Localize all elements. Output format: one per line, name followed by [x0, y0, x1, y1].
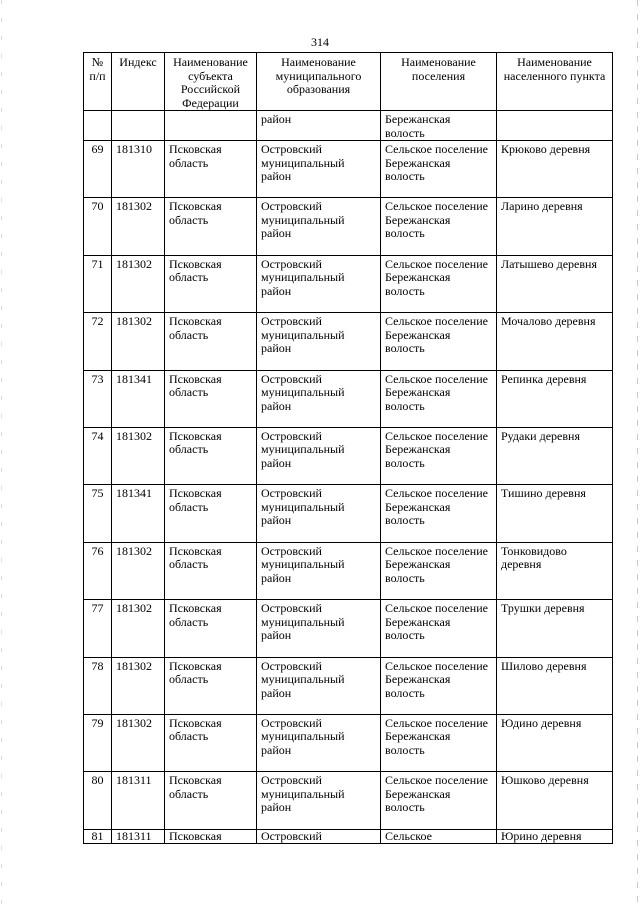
cell-subject: Псковская область — [165, 772, 257, 829]
cell-settlement: Сельское — [381, 829, 497, 844]
cell-index: 181311 — [112, 829, 165, 844]
table-row — [84, 313, 613, 370]
cell-locality: Юрино деревня — [497, 829, 613, 844]
cell-locality: Тонковидово деревня — [497, 542, 613, 599]
table-row — [84, 657, 613, 714]
cell-municipality: Островский муниципальный район — [257, 141, 381, 198]
cell-index: 181302 — [112, 542, 165, 599]
cell-municipality: Островский муниципальный район — [257, 542, 381, 599]
table-row — [84, 198, 613, 255]
cell-locality: Крюково деревня — [497, 141, 613, 198]
cell-number: 73 — [84, 370, 112, 427]
scan-edge-right — [637, 0, 638, 905]
cell-settlement: Сельское поселение Бережанская волость — [381, 198, 497, 255]
table-row — [84, 829, 613, 844]
table-row — [84, 141, 613, 198]
header-municipality: Наименование муниципального образования — [257, 53, 381, 111]
cell-settlement: Сельское поселение Бережанская волость — [381, 313, 497, 370]
table-header-row — [84, 53, 613, 111]
cell-subject: Псковская область — [165, 370, 257, 427]
cell-index — [112, 111, 165, 141]
cell-locality: Мочалово деревня — [497, 313, 613, 370]
cell-settlement: Сельское поселение Бережанская волость — [381, 141, 497, 198]
cell-settlement: Сельское поселение Бережанская волость — [381, 427, 497, 484]
cell-subject: Псковская область — [165, 427, 257, 484]
cell-subject — [165, 111, 257, 141]
cell-index: 181302 — [112, 198, 165, 255]
cell-settlement: Сельское поселение Бережанская волость — [381, 485, 497, 542]
cell-number: 70 — [84, 198, 112, 255]
cell-municipality: район — [257, 111, 381, 141]
cell-index: 181302 — [112, 657, 165, 714]
cell-subject: Псковская область — [165, 600, 257, 657]
table-row — [84, 714, 613, 771]
cell-index: 181310 — [112, 141, 165, 198]
cell-number: 71 — [84, 255, 112, 312]
cell-municipality: Островский муниципальный район — [257, 313, 381, 370]
cell-number: 78 — [84, 657, 112, 714]
cell-settlement: Сельское поселение Бережанская волость — [381, 255, 497, 312]
cell-index: 181302 — [112, 714, 165, 771]
cell-municipality: Островский муниципальный район — [257, 714, 381, 771]
table-row — [84, 485, 613, 542]
cell-subject: Псковская область — [165, 542, 257, 599]
cell-settlement: Сельское поселение Бережанская волость — [381, 657, 497, 714]
scan-edge-left — [1, 0, 2, 905]
cell-locality: Рудаки деревня — [497, 427, 613, 484]
cell-number: 74 — [84, 427, 112, 484]
cell-locality: Ларино деревня — [497, 198, 613, 255]
header-locality: Наименование населенного пункта — [497, 53, 613, 111]
cell-index: 181341 — [112, 485, 165, 542]
cell-locality: Юдино деревня — [497, 714, 613, 771]
table-row — [84, 427, 613, 484]
header-index: Индекс — [112, 53, 165, 111]
cell-index: 181341 — [112, 370, 165, 427]
cell-number: 79 — [84, 714, 112, 771]
header-subject: Наименование субъекта Российской Федерации — [165, 53, 257, 111]
cell-number: 75 — [84, 485, 112, 542]
cell-number: 81 — [84, 829, 112, 844]
cell-locality: Репинка деревня — [497, 370, 613, 427]
cell-number: 72 — [84, 313, 112, 370]
cell-index: 181302 — [112, 600, 165, 657]
cell-settlement: Сельское поселение Бережанская волость — [381, 600, 497, 657]
table-row-continuation — [84, 111, 613, 141]
cell-municipality: Островский муниципальный район — [257, 657, 381, 714]
table-row — [84, 772, 613, 829]
cell-subject: Псковская область — [165, 714, 257, 771]
cell-subject: Псковская область — [165, 485, 257, 542]
table-row — [84, 255, 613, 312]
cell-settlement: Сельское поселение Бережанская волость — [381, 772, 497, 829]
cell-index: 181302 — [112, 313, 165, 370]
cell-locality — [497, 111, 613, 141]
cell-municipality: Островский муниципальный район — [257, 600, 381, 657]
cell-municipality: Островский муниципальный район — [257, 255, 381, 312]
settlements-table — [83, 52, 613, 844]
cell-number: 80 — [84, 772, 112, 829]
table-row — [84, 542, 613, 599]
cell-locality: Юшково деревня — [497, 772, 613, 829]
cell-municipality: Островский муниципальный район — [257, 772, 381, 829]
cell-index: 181311 — [112, 772, 165, 829]
cell-locality: Шилово деревня — [497, 657, 613, 714]
cell-municipality: Островский муниципальный район — [257, 198, 381, 255]
cell-subject: Псковская область — [165, 198, 257, 255]
cell-subject: Псковская область — [165, 141, 257, 198]
cell-subject: Псковская область — [165, 657, 257, 714]
header-number: № п/п — [84, 53, 112, 111]
cell-locality: Тишино деревня — [497, 485, 613, 542]
cell-subject: Псковская — [165, 829, 257, 844]
cell-municipality: Островский муниципальный район — [257, 485, 381, 542]
cell-subject: Псковская область — [165, 313, 257, 370]
cell-locality: Трушки деревня — [497, 600, 613, 657]
cell-municipality: Островский муниципальный район — [257, 370, 381, 427]
cell-number: 76 — [84, 542, 112, 599]
cell-settlement: Бережанская волость — [381, 111, 497, 141]
cell-settlement: Сельское поселение Бережанская волость — [381, 370, 497, 427]
cell-settlement: Сельское поселение Бережанская волость — [381, 542, 497, 599]
cell-index: 181302 — [112, 427, 165, 484]
table-row — [84, 600, 613, 657]
cell-locality: Латышево деревня — [497, 255, 613, 312]
cell-number: 69 — [84, 141, 112, 198]
cell-municipality: Островский муниципальный район — [257, 427, 381, 484]
page-number: 314 — [311, 35, 329, 49]
header-settlement: Наименование поселения — [381, 53, 497, 111]
cell-index: 181302 — [112, 255, 165, 312]
cell-municipality: Островский — [257, 829, 381, 844]
table-row — [84, 370, 613, 427]
cell-subject: Псковская область — [165, 255, 257, 312]
cell-number: 77 — [84, 600, 112, 657]
cell-settlement: Сельское поселение Бережанская волость — [381, 714, 497, 771]
cell-number — [84, 111, 112, 141]
